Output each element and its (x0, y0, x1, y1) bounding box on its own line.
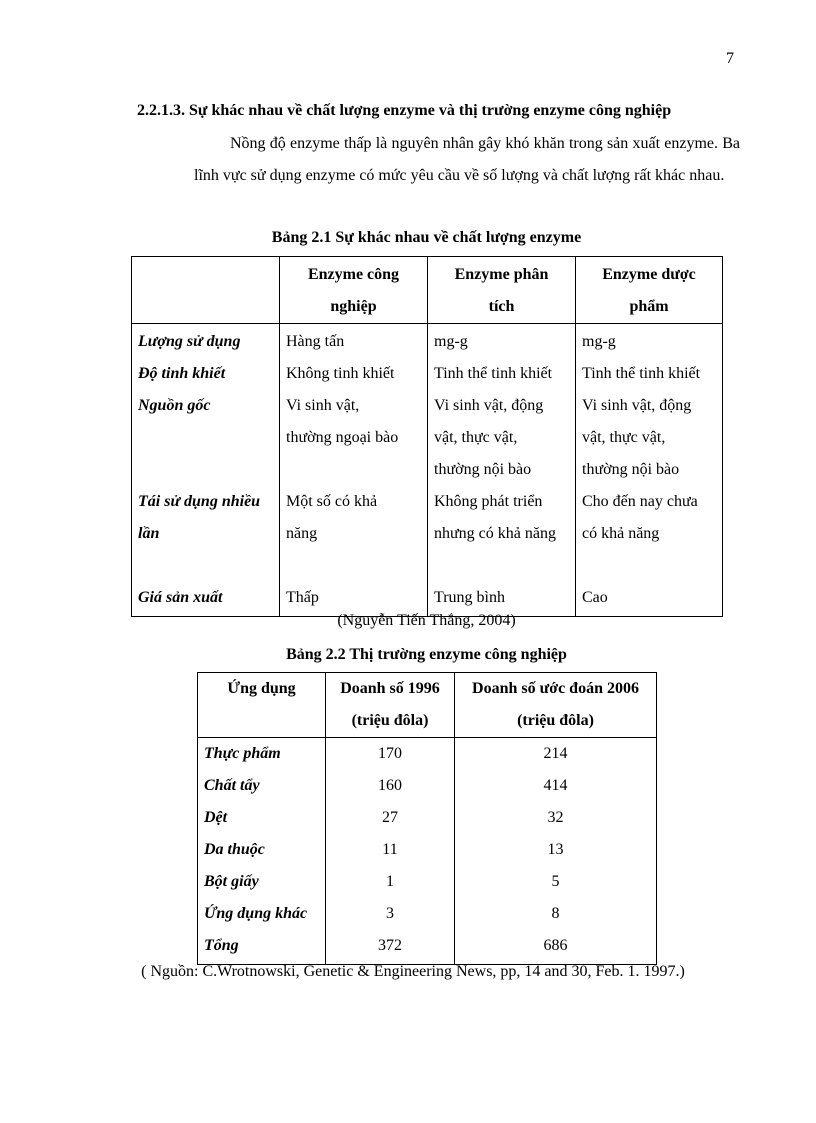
table2-header-application: Ứng dụng (198, 673, 326, 738)
table1-header-analytical: Enzyme phân tích (428, 257, 576, 324)
table2-col-1996: 170 160 27 11 1 3 372 (326, 738, 455, 965)
table1-source: (Nguyễn Tiến Thắng, 2004) (337, 612, 516, 629)
table2-body-row (198, 738, 657, 965)
table2-caption: Bảng 2.2 Thị trường enzyme công nghiệp (286, 646, 567, 663)
table1-header-empty (132, 257, 280, 324)
table1-row-labels (132, 324, 280, 617)
page-number: 7 (726, 50, 734, 67)
table2-col-2006: 214 414 32 13 5 8 686 (455, 738, 657, 965)
table2-col-labels: Thực phẩm Chất tẩy Dệt Da thuộc Bột giấy Ứng dụng khác Tổng (198, 738, 326, 965)
table2-header-row (198, 673, 657, 738)
table1-col-industrial: Hàng tấn Không tinh khiết Vi sinh vật, thường ngoại bào Một số có khả năng Thấp (280, 324, 428, 617)
table1-header-industrial: Enzyme công nghiệp (280, 257, 428, 324)
label-reuse-1: Tái sử dụng nhiều (138, 493, 261, 510)
table1-col-pharma: mg-g Tinh thể tinh khiết Vi sinh vật, động vật, thực vật, thường nội bào Cho đến nay chưa có khả năng Cao (576, 324, 723, 617)
table1-header-row (132, 257, 723, 324)
section-heading: 2.2.1.3. Sự khác nhau về chất lượng enzyme và thị trường enzyme công nghiệp (137, 102, 672, 119)
table2-source: ( Nguồn: C.Wrotnowski, Genetic & Engineering News, pp, 14 and 30, Feb. 1. 1997.) (141, 963, 685, 980)
label-purity: Độ tinh khiết (138, 365, 226, 382)
table2-header-1996: Doanh số 1996 (triệu đôla) (326, 673, 455, 738)
enzyme-quality-table (131, 256, 723, 617)
table1-caption: Bảng 2.1 Sự khác nhau về chất lượng enzyme (271, 229, 582, 246)
enzyme-market-table (197, 672, 657, 965)
table1-header-pharma: Enzyme dược phẩm (576, 257, 723, 324)
table1-body-row (132, 324, 723, 617)
body-paragraph: Nồng độ enzyme thấp là nguyên nhân gây khó khăn trong sản xuất enzyme. Ba lĩnh vực sử dụng enzyme có mức yêu cầu về số lượng và chất lượng rất khác nhau. (194, 135, 740, 184)
label-usage: Lượng sử dụng (138, 333, 241, 350)
table1-col-analytical: mg-g Tinh thể tinh khiết Vi sinh vật, động vật, thực vật, thường nội bào Không phát triển nhưng có khả năng Trung bình (428, 324, 576, 617)
table2-header-2006: Doanh số ước đoán 2006 (triệu đôla) (455, 673, 657, 738)
label-origin: Nguồn gốc (138, 397, 211, 414)
label-reuse-2: lần (138, 525, 160, 542)
label-cost: Giá sản xuất (138, 589, 223, 606)
